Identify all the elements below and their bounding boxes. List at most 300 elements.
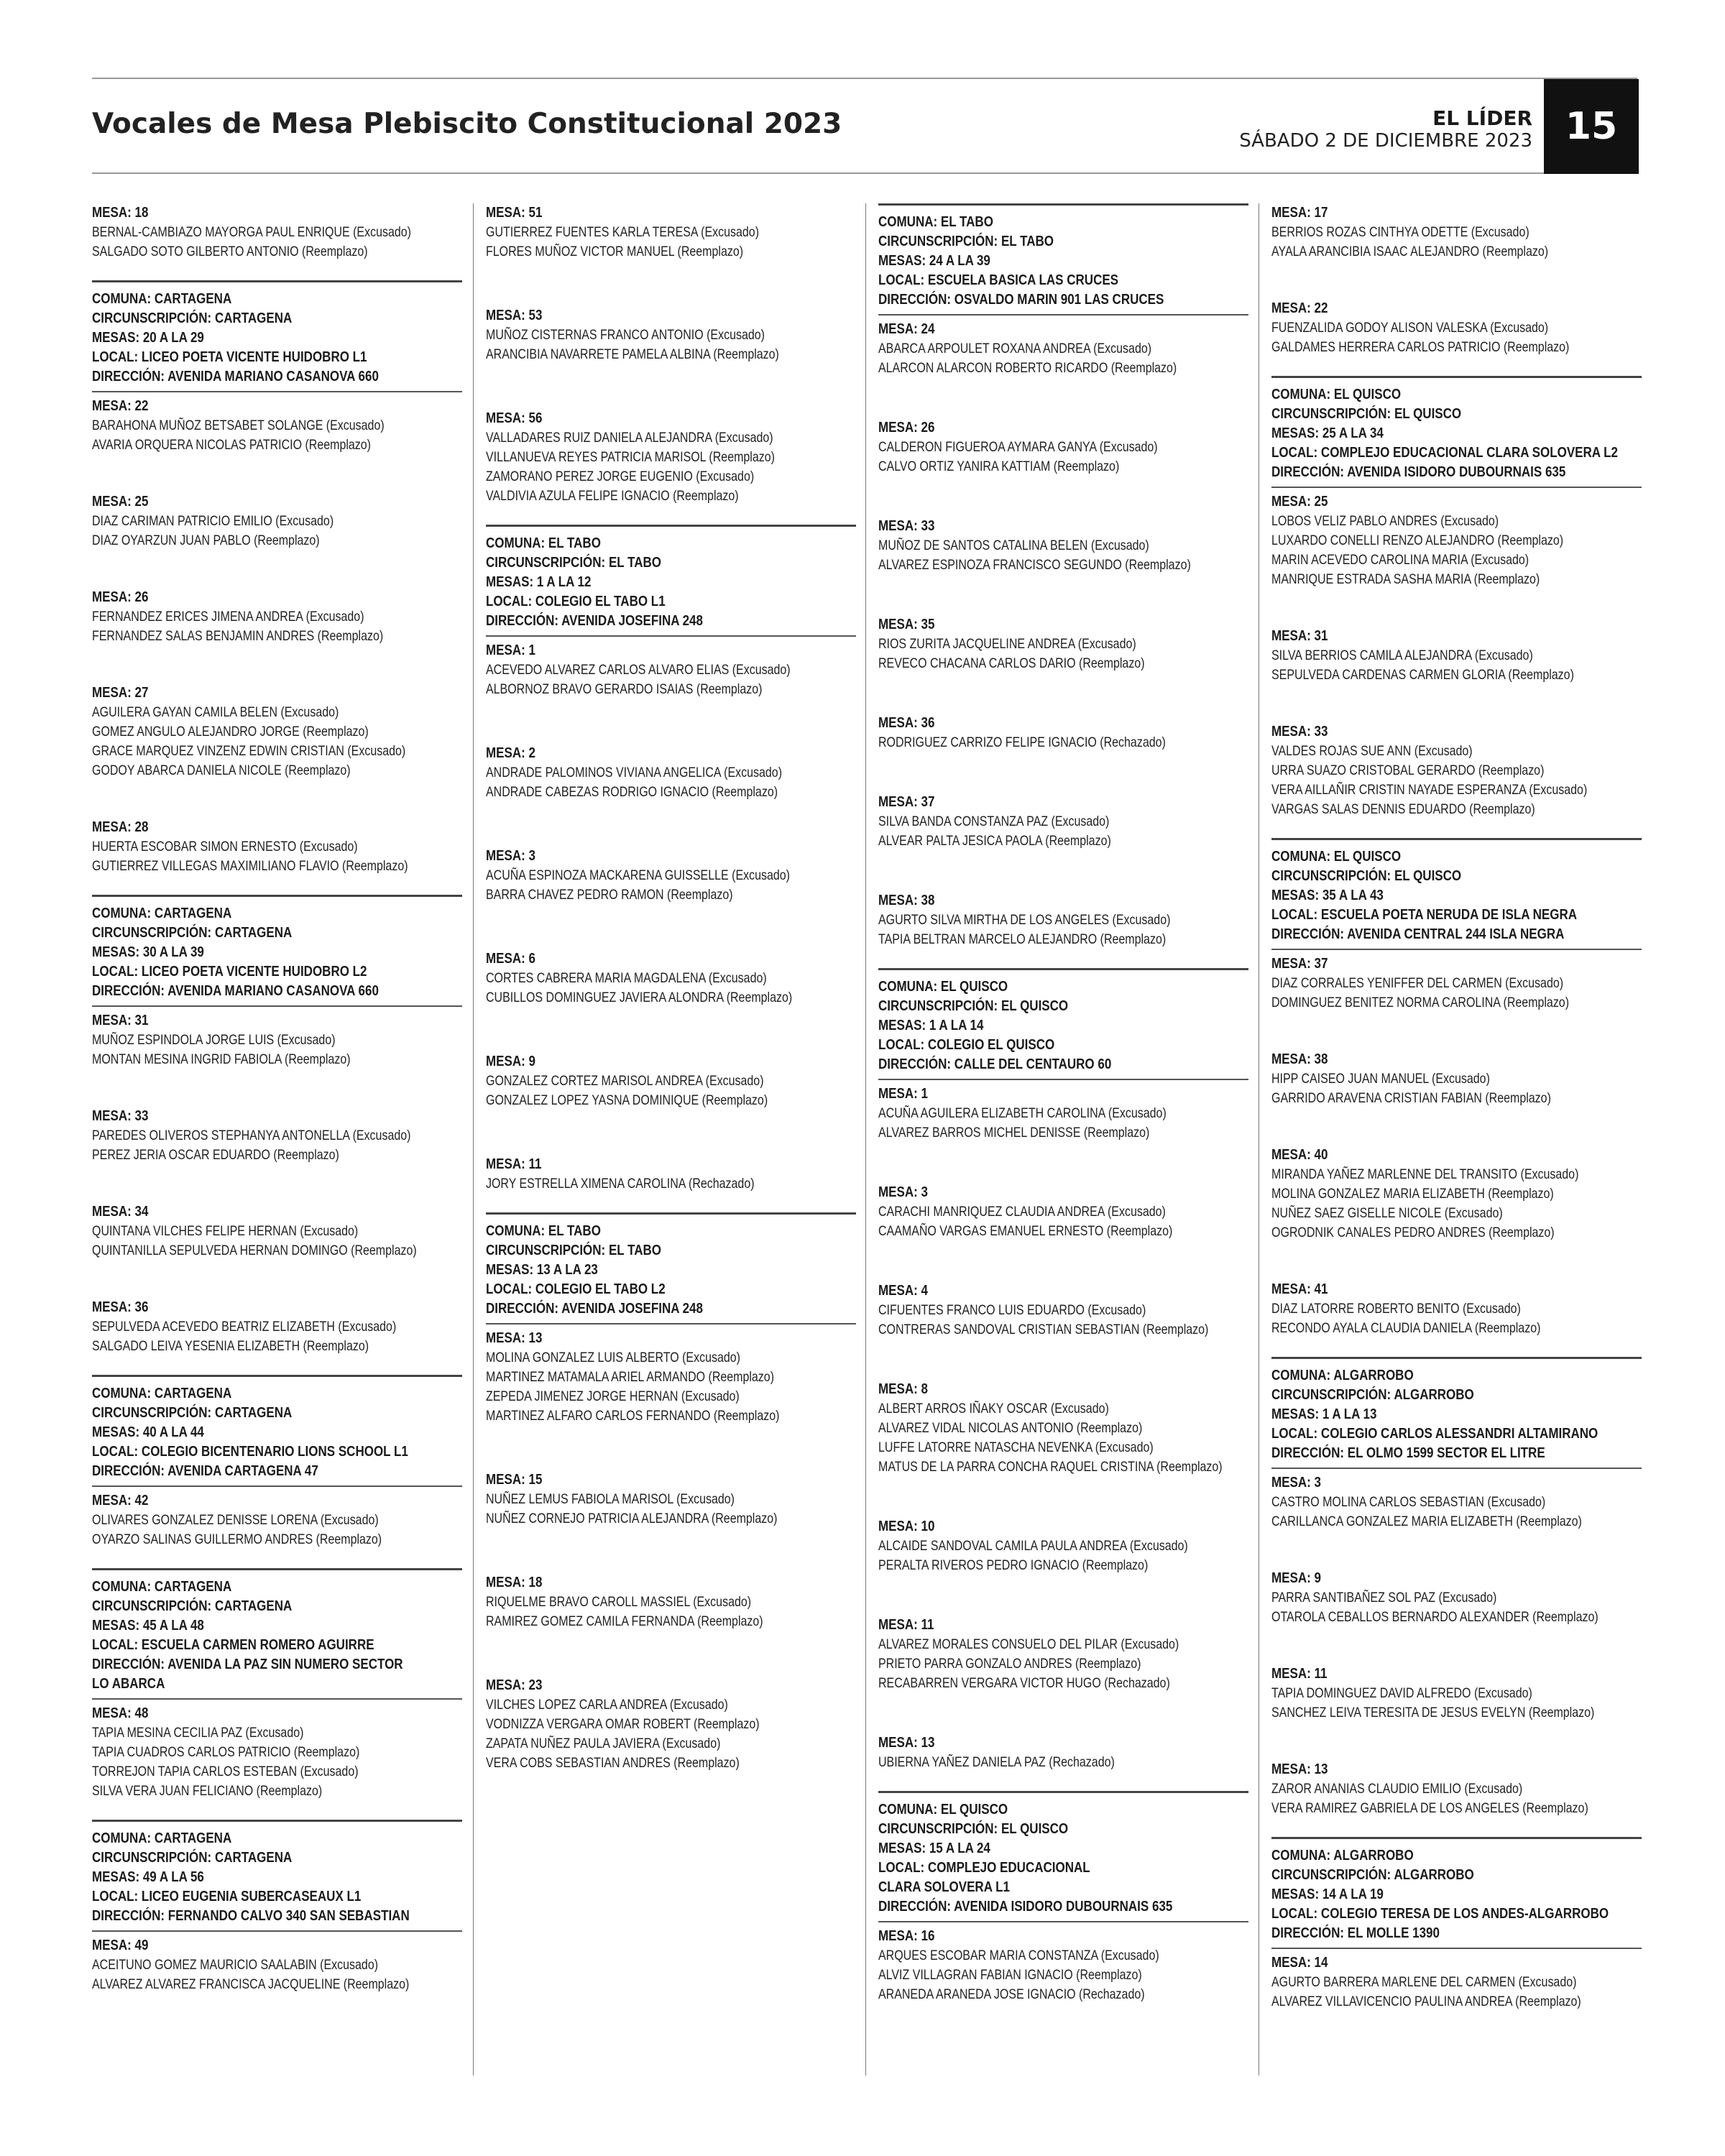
comuna-line: DIRECCIÓN: FERNANDO CALVO 340 SAN SEBASTIAN [92, 1908, 410, 1924]
mesa-label: MESA: 56 [486, 410, 543, 426]
mesa-label: MESA: 28 [92, 819, 149, 835]
mesa-label: MESA: 27 [92, 685, 149, 701]
vocal-name: BERNAL-CAMBIAZO MAYORGA PAUL ENRIQUE (Excusado) [92, 224, 411, 240]
comuna-line: CLARA SOLOVERA L1 [878, 1879, 1010, 1895]
vocal-name: TAPIA MESINA CECILIA PAZ (Excusado) [92, 1725, 304, 1741]
vocal-name: MIRANDA YAÑEZ MARLENNE DEL TRANSITO (Excusado) [1271, 1166, 1579, 1182]
comuna-header [92, 280, 462, 392]
vocal-name: NUÑEZ SAEZ GISELLE NICOLE (Excusado) [1271, 1205, 1503, 1221]
mesa-entry [878, 1616, 1248, 1693]
vocal-name: VERA COBS SEBASTIAN ANDRES (Reemplazo) [486, 1755, 740, 1771]
vocal-name: MANRIQUE ESTRADA SASHA MARIA (Reemplazo) [1271, 571, 1540, 587]
mesa-label: MESA: 31 [1271, 628, 1328, 644]
mesa-entry [92, 397, 462, 455]
vocal-name: NUÑEZ LEMUS FABIOLA MARISOL (Excusado) [486, 1491, 735, 1507]
mesa-label: MESA: 51 [486, 205, 543, 221]
vocal-name: FERNANDEZ ERICES JIMENA ANDREA (Excusado) [92, 609, 364, 625]
mesa-label: MESA: 9 [1271, 1570, 1321, 1586]
comuna-line: CIRCUNSCRIPCIÓN: EL TABO [486, 1243, 661, 1258]
mesa-entry [486, 1470, 856, 1529]
mesa-entry [878, 1380, 1248, 1477]
vocal-name: VODNIZZA VERGARA OMAR ROBERT (Reemplazo) [486, 1716, 760, 1732]
mesa-label: MESA: 53 [486, 308, 543, 323]
mesa-label: MESA: 34 [92, 1204, 149, 1220]
column-4 [1271, 203, 1642, 2012]
comuna-line: MESAS: 1 A LA 13 [1271, 1406, 1377, 1422]
mesa-label: MESA: 42 [92, 1493, 149, 1508]
vocal-name: AGUILERA GAYAN CAMILA BELEN (Excusado) [92, 704, 339, 720]
comuna-header [878, 1791, 1248, 1922]
comuna-line: DIRECCIÓN: AVENIDA MARIANO CASANOVA 660 [92, 983, 379, 999]
vocal-name: LUFFE LATORRE NATASCHA NEVENKA (Excusado) [878, 1439, 1154, 1455]
comuna-line: DIRECCIÓN: AVENIDA MARIANO CASANOVA 660 [92, 369, 379, 384]
mesa-label: MESA: 3 [878, 1184, 928, 1200]
vocal-name: CALDERON FIGUEROA AYMARA GANYA (Excusado) [878, 439, 1158, 455]
comuna-header [878, 968, 1248, 1080]
vocal-name: ACEITUNO GOMEZ MAURICIO SAALABIN (Excusado) [92, 1957, 379, 1973]
comuna-line: CIRCUNSCRIPCIÓN: EL QUISCO [878, 1821, 1069, 1837]
comuna-header [1271, 1837, 1642, 1949]
column-separator [473, 203, 474, 2076]
vocal-name: RODRIGUEZ CARRIZO FELIPE IGNACIO (Rechazado) [878, 734, 1166, 750]
comuna-line: COMUNA: EL QUISCO [878, 1802, 1008, 1818]
mesa-label: MESA: 18 [92, 205, 149, 221]
vocal-name: TORREJON TAPIA CARLOS ESTEBAN (Excusado) [92, 1764, 359, 1779]
comuna-line: LOCAL: COLEGIO CARLOS ALESSANDRI ALTAMIRANO [1271, 1426, 1598, 1442]
comuna-line: LOCAL: COLEGIO EL QUISCO [878, 1037, 1055, 1053]
mesa-entry [878, 418, 1248, 476]
comuna-line: MESAS: 1 A LA 12 [486, 574, 592, 590]
mesa-entry [1271, 1473, 1642, 1531]
vocal-name: AGURTO BARRERA MARLENE DEL CARMEN (Excusado) [1271, 1974, 1577, 1990]
vocal-name: LOBOS VELIZ PABLO ANDRES (Excusado) [1271, 513, 1499, 529]
mesa-entry [486, 1676, 856, 1773]
vocal-name: ZAMORANO PEREZ JORGE EUGENIO (Excusado) [486, 469, 755, 484]
comuna-header [1271, 838, 1642, 950]
mesa-label: MESA: 33 [878, 518, 935, 534]
mesa-entry [1271, 1280, 1642, 1338]
mesa-entry [92, 1107, 462, 1165]
mesa-label: MESA: 13 [878, 1735, 935, 1751]
vocal-name: CIFUENTES FRANCO LUIS EDUARDO (Excusado) [878, 1302, 1146, 1318]
vocal-name: DIAZ CORRALES YENIFFER DEL CARMEN (Excusado) [1271, 975, 1564, 991]
newspaper-name: EL LÍDER [1432, 106, 1532, 130]
mesa-entry [1271, 627, 1642, 685]
mesa-label: MESA: 13 [486, 1330, 543, 1346]
vocal-name: URRA SUAZO CRISTOBAL GERARDO (Reemplazo) [1271, 763, 1545, 778]
comuna-line: MESAS: 24 A LA 39 [878, 253, 990, 269]
vocal-name: MATUS DE LA PARRA CONCHA RAQUEL CRISTINA (Reemplazo) [878, 1459, 1223, 1475]
vocal-name: RAMIREZ GOMEZ CAMILA FERNANDA (Reemplazo) [486, 1613, 763, 1629]
comuna-line: DIRECCIÓN: AVENIDA ISIDORO DUBOURNAIS 635 [878, 1899, 1173, 1915]
mesa-label: MESA: 11 [1271, 1666, 1328, 1682]
vocal-name: FERNANDEZ SALAS BENJAMIN ANDRES (Reemplazo) [92, 628, 384, 644]
mesa-entry [486, 409, 856, 506]
vocal-name: ALARCON ALARCON ROBERTO RICARDO (Reemplazo) [878, 360, 1177, 376]
comuna-line: MESAS: 40 A LA 44 [92, 1424, 204, 1440]
vocal-name: PEREZ JERIA OSCAR EDUARDO (Reemplazo) [92, 1147, 339, 1163]
vocal-name: ARQUES ESCOBAR MARIA CONSTANZA (Excusado) [878, 1948, 1159, 1963]
vocal-name: QUINTANILLA SEPULVEDA HERNAN DOMINGO (Reemplazo) [92, 1243, 417, 1258]
comuna-header [92, 895, 462, 1007]
vocal-name: LUXARDO CONELLI RENZO ALEJANDRO (Reemplazo) [1271, 533, 1564, 548]
mesa-label: MESA: 10 [878, 1519, 935, 1534]
vocal-name: UBIERNA YAÑEZ DANIELA PAZ (Rechazado) [878, 1754, 1115, 1770]
comuna-line: MESAS: 14 A LA 19 [1271, 1886, 1384, 1902]
vocal-name: GONZALEZ CORTEZ MARISOL ANDREA (Excusado) [486, 1073, 764, 1089]
mesa-label: MESA: 17 [1271, 205, 1328, 221]
comuna-line: CIRCUNSCRIPCIÓN: EL QUISCO [878, 998, 1069, 1014]
comuna-line: LOCAL: COLEGIO BICENTENARIO LIONS SCHOOL L1 [92, 1444, 408, 1460]
comuna-line: CIRCUNSCRIPCIÓN: CARTAGENA [92, 310, 293, 326]
comuna-line: COMUNA: EL QUISCO [1271, 849, 1402, 865]
comuna-line: COMUNA: CARTAGENA [92, 1386, 232, 1401]
vocal-name: PERALTA RIVEROS PEDRO IGNACIO (Reemplazo) [878, 1557, 1149, 1573]
vocal-name: MOLINA GONZALEZ LUIS ALBERTO (Excusado) [486, 1350, 740, 1365]
mesa-entry [1271, 1760, 1642, 1818]
comuna-line: DIRECCIÓN: CALLE DEL CENTAURO 60 [878, 1056, 1112, 1072]
vocal-name: CARACHI MANRIQUEZ CLAUDIA ANDREA (Excusado) [878, 1204, 1166, 1220]
comuna-line: CIRCUNSCRIPCIÓN: CARTAGENA [92, 925, 293, 941]
mesa-entry [1271, 1664, 1642, 1723]
comuna-line: LOCAL: COLEGIO EL TABO L2 [486, 1281, 666, 1297]
vocal-name: TAPIA CUADROS CARLOS PATRICIO (Reemplazo) [92, 1744, 360, 1760]
vocal-name: OTAROLA CEBALLOS BERNARDO ALEXANDER (Reemplazo) [1271, 1609, 1598, 1625]
comuna-line: LOCAL: LICEO EUGENIA SUBERCASEAUX L1 [92, 1889, 362, 1904]
vocal-name: MOLINA GONZALEZ MARIA ELIZABETH (Reemplazo) [1271, 1186, 1554, 1202]
comuna-line: CIRCUNSCRIPCIÓN: EL QUISCO [1271, 406, 1462, 422]
mesa-entry [878, 320, 1248, 378]
mesa-label: MESA: 38 [878, 893, 935, 908]
mesa-label: MESA: 9 [486, 1054, 535, 1069]
vocal-name: QUINTANA VILCHES FELIPE HERNAN (Excusado) [92, 1223, 359, 1239]
mesa-entry [92, 203, 462, 262]
mesa-label: MESA: 18 [486, 1575, 543, 1590]
comuna-header [1271, 1357, 1642, 1469]
mesa-label: MESA: 41 [1271, 1281, 1328, 1297]
mesa-entry [92, 818, 462, 876]
mesa-entry [92, 588, 462, 646]
vocal-name: ALVIZ VILLAGRAN FABIAN IGNACIO (Reemplazo) [878, 1967, 1142, 1983]
comuna-header [92, 1568, 462, 1700]
mesa-label: MESA: 26 [92, 589, 149, 605]
vocal-name: PRIETO PARRA GONZALO ANDRES (Reemplazo) [878, 1656, 1141, 1672]
mesa-label: MESA: 38 [1271, 1051, 1328, 1067]
vocal-name: ZAROR ANANIAS CLAUDIO EMILIO (Excusado) [1271, 1781, 1523, 1797]
vocal-name: SILVA BANDA CONSTANZA PAZ (Excusado) [878, 814, 1110, 829]
vocal-name: BARRA CHAVEZ PEDRO RAMON (Reemplazo) [486, 887, 733, 903]
vocal-name: ALVAREZ VILLAVICENCIO PAULINA ANDREA (Reemplazo) [1271, 1994, 1581, 2009]
vocal-name: ZAPATA NUÑEZ PAULA JAVIERA (Excusado) [486, 1736, 721, 1751]
column-1 [92, 203, 462, 1994]
vocal-name: GUTIERREZ FUENTES KARLA TERESA (Excusado) [486, 224, 760, 240]
comuna-line: CIRCUNSCRIPCIÓN: CARTAGENA [92, 1598, 293, 1614]
mesa-entry [1271, 1050, 1642, 1108]
comuna-line: CIRCUNSCRIPCIÓN: EL TABO [486, 555, 661, 571]
mesa-label: MESA: 6 [486, 951, 535, 967]
vocal-name: BERRIOS ROZAS CINTHYA ODETTE (Excusado) [1271, 224, 1530, 240]
comuna-line: LOCAL: ESCUELA POETA NERUDA DE ISLA NEGRA [1271, 907, 1578, 923]
comuna-header [878, 203, 1248, 315]
vocal-name: ACEVEDO ALVAREZ CARLOS ALVARO ELIAS (Excusado) [486, 662, 791, 678]
mesa-label: MESA: 25 [1271, 494, 1328, 510]
mesa-entry [92, 492, 462, 550]
vocal-name: DOMINGUEZ BENITEZ NORMA CAROLINA (Reemplazo) [1271, 995, 1570, 1010]
mesa-entry [92, 1298, 462, 1356]
mesa-label: MESA: 3 [486, 848, 535, 864]
mesa-entry [486, 744, 856, 802]
vocal-name: RECONDO AYALA CLAUDIA DANIELA (Reemplazo) [1271, 1320, 1541, 1336]
vocal-name: PAREDES OLIVEROS STEPHANYA ANTONELLA (Excusado) [92, 1128, 411, 1143]
top-rule [92, 78, 1637, 79]
vocal-name: SEPULVEDA ACEVEDO BEATRIZ ELIZABETH (Excusado) [92, 1319, 397, 1335]
mesa-label: MESA: 15 [486, 1472, 543, 1488]
mesa-label: MESA: 22 [92, 398, 149, 414]
mesa-label: MESA: 2 [486, 745, 535, 761]
vocal-name: RIQUELME BRAVO CAROLL MASSIEL (Excusado) [486, 1594, 752, 1610]
mesa-entry [878, 891, 1248, 949]
comuna-line: LOCAL: ESCUELA CARMEN ROMERO AGUIRRE [92, 1637, 374, 1653]
mesa-entry [1271, 954, 1642, 1013]
issue-date: SÁBADO 2 DE DICIEMBRE 2023 [1239, 130, 1532, 152]
vocal-name: BARAHONA MUÑOZ BETSABET SOLANGE (Excusado) [92, 418, 385, 433]
comuna-line: COMUNA: ALGARROBO [1271, 1368, 1414, 1383]
vocal-name: SEPULVEDA CARDENAS CARMEN GLORIA (Reemplazo) [1271, 667, 1574, 683]
vocal-name: ALBORNOZ BRAVO GERARDO ISAIAS (Reemplazo) [486, 681, 763, 697]
vocal-name: SALGADO SOTO GILBERTO ANTONIO (Reemplazo) [92, 244, 368, 259]
comuna-line: LOCAL: LICEO POETA VICENTE HUIDOBRO L1 [92, 349, 367, 365]
mesa-entry [486, 306, 856, 364]
mesa-label: MESA: 3 [1271, 1475, 1321, 1491]
vocal-name: SALGADO LEIVA YESENIA ELIZABETH (Reemplazo) [92, 1338, 369, 1354]
vocal-name: CASTRO MOLINA CARLOS SEBASTIAN (Excusado) [1271, 1494, 1546, 1510]
comuna-line: LO ABARCA [92, 1676, 165, 1692]
vocal-name: ALVAREZ BARROS MICHEL DENISSE (Reemplazo) [878, 1125, 1150, 1141]
mesa-entry [486, 1052, 856, 1110]
vocal-name: VALDES ROJAS SUE ANN (Excusado) [1271, 743, 1473, 759]
mesa-entry [878, 1517, 1248, 1575]
comuna-header [1271, 376, 1642, 488]
mesa-label: MESA: 24 [878, 321, 935, 337]
comuna-line: MESAS: 30 A LA 39 [92, 944, 204, 960]
comuna-line: LOCAL: ESCUELA BASICA LAS CRUCES [878, 272, 1119, 288]
comuna-line: COMUNA: EL TABO [486, 535, 601, 551]
vocal-name: VERA AILLAÑIR CRISTIN NAYADE ESPERANZA (Excusado) [1271, 782, 1588, 798]
mesa-entry [878, 714, 1248, 752]
vocal-name: MUÑOZ CISTERNAS FRANCO ANTONIO (Excusado) [486, 327, 765, 343]
comuna-line: DIRECCIÓN: AVENIDA LA PAZ SIN NUMERO SECTOR [92, 1657, 403, 1672]
comuna-line: MESAS: 20 A LA 29 [92, 330, 204, 346]
mesa-label: MESA: 37 [878, 794, 935, 810]
mesa-label: MESA: 11 [878, 1617, 934, 1633]
comuna-header [486, 525, 856, 637]
mesa-label: MESA: 23 [486, 1677, 543, 1693]
mesa-label: MESA: 25 [92, 494, 149, 510]
comuna-line: DIRECCIÓN: AVENIDA JOSEFINA 248 [486, 1301, 703, 1317]
comuna-header [486, 1212, 856, 1325]
comuna-line: DIRECCIÓN: OSVALDO MARIN 901 LAS CRUCES [878, 292, 1164, 308]
vocal-name: ALVAREZ MORALES CONSUELO DEL PILAR (Excusado) [878, 1636, 1179, 1652]
comuna-line: CIRCUNSCRIPCIÓN: ALGARROBO [1271, 1867, 1474, 1883]
vocal-name: SILVA VERA JUAN FELICIANO (Reemplazo) [92, 1783, 323, 1799]
vocal-name: ALVEAR PALTA JESICA PAOLA (Reemplazo) [878, 833, 1111, 849]
vocal-name: ANDRADE PALOMINOS VIVIANA ANGELICA (Excusado) [486, 765, 783, 780]
mesa-entry [92, 1936, 462, 1994]
column-2 [486, 203, 856, 1773]
mesa-entry [92, 1704, 462, 1801]
mesa-label: MESA: 13 [1271, 1761, 1328, 1777]
vocal-name: VALLADARES RUIZ DANIELA ALEJANDRA (Excusado) [486, 430, 773, 446]
mesa-entry [1271, 722, 1642, 819]
header-rule [92, 172, 1544, 174]
comuna-header [92, 1375, 462, 1487]
vocal-name: GOMEZ ANGULO ALEJANDRO JORGE (Reemplazo) [92, 724, 369, 740]
column-separator [865, 203, 866, 2076]
mesa-entry [486, 641, 856, 699]
vocal-name: CORTES CABRERA MARIA MAGDALENA (Excusado) [486, 970, 767, 986]
comuna-line: COMUNA: EL TABO [486, 1223, 601, 1239]
mesa-label: MESA: 48 [92, 1705, 149, 1721]
vocal-name: ARANEDA ARANEDA JOSE IGNACIO (Rechazado) [878, 1986, 1145, 2002]
mesa-label: MESA: 26 [878, 420, 935, 436]
vocal-name: TAPIA BELTRAN MARCELO ALEJANDRO (Reemplazo) [878, 931, 1167, 947]
mesa-entry [486, 1329, 856, 1426]
mesa-label: MESA: 33 [92, 1108, 149, 1124]
vocal-name: TAPIA DOMINGUEZ DAVID ALFREDO (Excusado) [1271, 1685, 1532, 1701]
mesa-entry [1271, 299, 1642, 357]
mesa-entry [878, 793, 1248, 851]
vocal-name: RIOS ZURITA JACQUELINE ANDREA (Excusado) [878, 636, 1136, 652]
mesa-label: MESA: 31 [92, 1013, 149, 1028]
comuna-line: CIRCUNSCRIPCIÓN: CARTAGENA [92, 1850, 293, 1866]
vocal-name: MUÑOZ DE SANTOS CATALINA BELEN (Excusado) [878, 538, 1149, 553]
mesa-label: MESA: 22 [1271, 300, 1328, 316]
vocal-name: ABARCA ARPOULET ROXANA ANDREA (Excusado) [878, 341, 1152, 356]
mesa-entry [878, 1733, 1248, 1772]
comuna-line: LOCAL: LICEO POETA VICENTE HUIDOBRO L2 [92, 964, 367, 980]
comuna-line: DIRECCIÓN: AVENIDA JOSEFINA 248 [486, 613, 703, 629]
mesa-label: MESA: 8 [878, 1381, 928, 1397]
comuna-line: MESAS: 35 A LA 43 [1271, 888, 1384, 903]
mesa-entry [486, 1155, 856, 1194]
vocal-name: GONZALEZ LOPEZ YASNA DOMINIQUE (Reemplazo) [486, 1092, 768, 1108]
masthead [1239, 108, 1532, 152]
vocal-name: ALCAIDE SANDOVAL CAMILA PAULA ANDREA (Excusado) [878, 1538, 1188, 1554]
vocal-name: CALVO ORTIZ YANIRA KATTIAM (Reemplazo) [878, 459, 1120, 474]
vocal-name: HUERTA ESCOBAR SIMON ERNESTO (Excusado) [92, 839, 358, 854]
mesa-entry [1271, 1569, 1642, 1627]
vocal-name: MUÑOZ ESPINDOLA JORGE LUIS (Excusado) [92, 1032, 336, 1048]
comuna-line: DIRECCIÓN: AVENIDA ISIDORO DUBOURNAIS 635 [1271, 464, 1566, 480]
vocal-name: AYALA ARANCIBIA ISAAC ALEJANDRO (Reemplazo) [1271, 244, 1549, 259]
vocal-name: ZEPEDA JIMENEZ JORGE HERNAN (Excusado) [486, 1388, 740, 1404]
vocal-name: GODOY ABARCA DANIELA NICOLE (Reemplazo) [92, 763, 351, 778]
comuna-header [92, 1820, 462, 1932]
vocal-name: CARILLANCA GONZALEZ MARIA ELIZABETH (Reemplazo) [1271, 1514, 1582, 1529]
page-number: 15 [1544, 79, 1639, 174]
mesa-label: MESA: 4 [878, 1283, 928, 1299]
vocal-name: ALVAREZ ALVAREZ FRANCISCA JACQUELINE (Reemplazo) [92, 1976, 410, 1992]
mesa-entry [878, 1927, 1248, 2004]
comuna-line: LOCAL: COLEGIO EL TABO L1 [486, 594, 666, 609]
vocal-name: GARRIDO ARAVENA CRISTIAN FABIAN (Reemplazo) [1271, 1090, 1551, 1106]
vocal-name: VILCHES LOPEZ CARLA ANDREA (Excusado) [486, 1697, 728, 1713]
mesa-label: MESA: 36 [92, 1299, 149, 1315]
comuna-line: LOCAL: COMPLEJO EDUCACIONAL CLARA SOLOVERA L2 [1271, 445, 1619, 461]
vocal-name: VILLANUEVA REYES PATRICIA MARISOL (Reemplazo) [486, 449, 775, 465]
vocal-name: REVECO CHACANA CARLOS DARIO (Reemplazo) [878, 655, 1145, 671]
comuna-line: COMUNA: EL QUISCO [878, 979, 1008, 995]
mesa-entry [1271, 1146, 1642, 1243]
vocal-name: OYARZO SALINAS GUILLERMO ANDRES (Reemplazo) [92, 1531, 382, 1547]
mesa-label: MESA: 1 [486, 642, 535, 658]
vocal-name: RECABARREN VERGARA VICTOR HUGO (Rechazado) [878, 1675, 1170, 1691]
mesa-entry [92, 683, 462, 780]
vocal-name: OLIVARES GONZALEZ DENISSE LORENA (Excusado) [92, 1512, 379, 1528]
vocal-name: VALDIVIA AZULA FELIPE IGNACIO (Reemplazo) [486, 488, 739, 504]
mesa-entry [92, 1011, 462, 1069]
comuna-line: DIRECCIÓN: EL OLMO 1599 SECTOR EL LITRE [1271, 1445, 1545, 1461]
comuna-line: CIRCUNSCRIPCIÓN: CARTAGENA [92, 1405, 293, 1421]
vocal-name: ACUÑA ESPINOZA MACKARENA GUISSELLE (Excusado) [486, 867, 790, 883]
mesa-entry [486, 949, 856, 1008]
comuna-line: COMUNA: ALGARROBO [1271, 1848, 1414, 1864]
mesa-label: MESA: 11 [486, 1156, 542, 1172]
vocal-name: DIAZ OYARZUN JUAN PABLO (Reemplazo) [92, 533, 320, 548]
vocal-name: CUBILLOS DOMINGUEZ JAVIERA ALONDRA (Reemplazo) [486, 990, 793, 1005]
comuna-line: LOCAL: COLEGIO TERESA DE LOS ANDES-ALGARROBO [1271, 1906, 1609, 1922]
mesa-entry [92, 1491, 462, 1549]
comuna-line: CIRCUNSCRIPCIÓN: ALGARROBO [1271, 1387, 1474, 1403]
vocal-name: MONTAN MESINA INGRID FABIOLA (Reemplazo) [92, 1051, 351, 1067]
vocal-name: OGRODNIK CANALES PEDRO ANDRES (Reemplazo) [1271, 1225, 1555, 1240]
vocal-name: FLORES MUÑOZ VICTOR MANUEL (Reemplazo) [486, 244, 744, 259]
vocal-name: ALVAREZ ESPINOZA FRANCISCO SEGUNDO (Reemplazo) [878, 557, 1191, 573]
mesa-label: MESA: 33 [1271, 724, 1328, 740]
comuna-line: CIRCUNSCRIPCIÓN: EL TABO [878, 234, 1054, 249]
comuna-line: LOCAL: COMPLEJO EDUCACIONAL [878, 1860, 1090, 1876]
vocal-name: GRACE MARQUEZ VINZENZ EDWIN CRISTIAN (Excusado) [92, 743, 406, 759]
page-title: Vocales de Mesa Plebiscito Constitucional 2023 [92, 108, 842, 140]
vocal-name: NUÑEZ CORNEJO PATRICIA ALEJANDRA (Reemplazo) [486, 1511, 778, 1526]
vocal-name: ACUÑA AGUILERA ELIZABETH CAROLINA (Excusado) [878, 1105, 1167, 1121]
vocal-name: AVARIA ORQUERA NICOLAS PATRICIO (Reemplazo) [92, 437, 372, 453]
comuna-line: MESAS: 49 A LA 56 [92, 1869, 204, 1885]
mesa-label: MESA: 1 [878, 1086, 928, 1102]
vocal-name: ALBERT ARROS IÑAKY OSCAR (Excusado) [878, 1401, 1109, 1416]
vocal-name: SILVA BERRIOS CAMILA ALEJANDRA (Excusado) [1271, 648, 1533, 663]
mesa-label: MESA: 36 [878, 715, 935, 731]
mesa-label: MESA: 16 [878, 1928, 935, 1944]
vocal-name: MARIN ACEVEDO CAROLINA MARIA (Excusado) [1271, 552, 1530, 568]
comuna-line: MESAS: 15 A LA 24 [878, 1841, 990, 1856]
mesa-entry [878, 1084, 1248, 1143]
vocal-name: CAAMAÑO VARGAS EMANUEL ERNESTO (Reemplazo) [878, 1223, 1173, 1239]
vocal-name: ANDRADE CABEZAS RODRIGO IGNACIO (Reemplazo) [486, 784, 778, 800]
mesa-label: MESA: 14 [1271, 1955, 1328, 1971]
mesa-entry [878, 517, 1248, 575]
vocal-name: DIAZ CARIMAN PATRICIO EMILIO (Excusado) [92, 513, 334, 529]
vocal-name: MARTINEZ MATAMALA ARIEL ARMANDO (Reemplazo) [486, 1369, 775, 1385]
vocal-name: HIPP CAISEO JUAN MANUEL (Excusado) [1271, 1071, 1490, 1087]
vocal-name: AGURTO SILVA MIRTHA DE LOS ANGELES (Excusado) [878, 912, 1171, 928]
vocal-name: VERA RAMIREZ GABRIELA DE LOS ANGELES (Reemplazo) [1271, 1800, 1588, 1816]
comuna-line: COMUNA: CARTAGENA [92, 291, 232, 307]
comuna-line: MESAS: 13 A LA 23 [486, 1262, 598, 1278]
comuna-line: COMUNA: EL TABO [878, 214, 993, 230]
mesa-entry [486, 847, 856, 905]
mesa-label: MESA: 37 [1271, 956, 1328, 972]
